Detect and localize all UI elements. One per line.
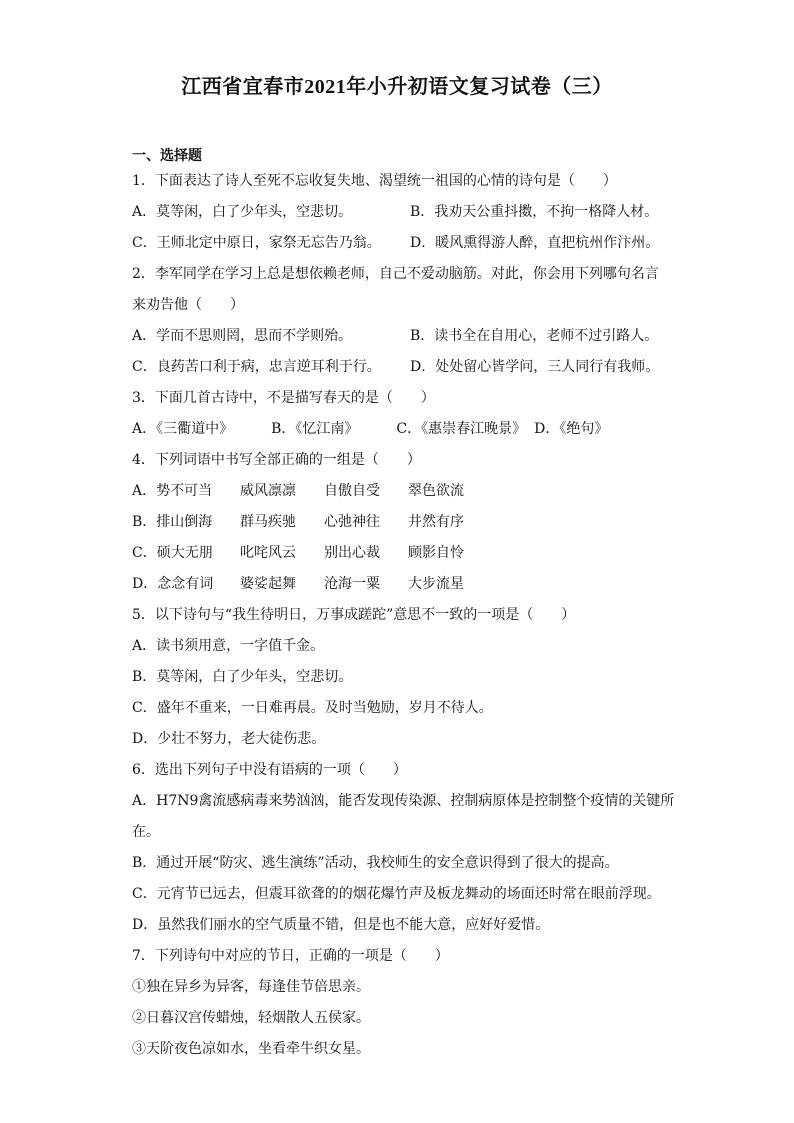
option-a: A．H7N9禽流感病毒来势汹汹，能否发现传染源、控制病原体是控制整个疫情的关键所 <box>132 793 675 809</box>
word: 大步流星 <box>408 576 464 592</box>
option-a: A．学而不思则罔，思而不学则殆。 <box>132 328 353 344</box>
question-4-row-d <box>132 571 664 602</box>
question-3-options <box>132 416 664 447</box>
question-4-row-b <box>132 509 664 540</box>
question-4-row-c <box>132 540 664 571</box>
question-6-stem: 6．选出下列句子中没有语病的一项（ ） <box>132 762 407 778</box>
question-5-stem: 5．以下诗句与“我生待明日，万事成蹉跎”意思不一致的一项是（ ） <box>132 607 576 623</box>
word: 群马疾驰 <box>240 514 296 530</box>
word-group-label: C．硕大无朋 <box>132 545 213 561</box>
word: 别出心裁 <box>324 545 380 561</box>
question-list <box>132 168 675 1067</box>
question-2-stem-cont: 来劝告他（ ） <box>132 297 244 313</box>
option-d: D．少壮不努力，老大徒伤悲。 <box>132 731 326 747</box>
option-c: C．《惠崇春江晚景》 <box>396 421 527 437</box>
poem-line-2: ②日暮汉宫传蜡烛，轻烟散人五侯家。 <box>132 1010 370 1026</box>
option-c: C．王师北定中原日，家祭无忘告乃翁。 <box>132 235 381 251</box>
word: 翠色欲流 <box>408 483 464 499</box>
option-a-cont: 在。 <box>132 824 160 840</box>
question-1-options-ab <box>132 199 664 230</box>
word: 心弛神往 <box>324 514 380 530</box>
option-d: D．《绝句》 <box>534 421 609 437</box>
question-2-options-ab <box>132 323 664 354</box>
question-1-options-cd <box>132 230 664 261</box>
question-2-stem: 2．李军同学在学习上总是想依赖老师，自己不爱动脑筋。对此，你会用下列哪句名言 <box>132 266 659 282</box>
word: 叱咤风云 <box>240 545 296 561</box>
word: 自傲自受 <box>324 483 380 499</box>
option-a: A．读书须用意，一字值千金。 <box>132 638 325 654</box>
question-2-options-cd <box>132 354 664 385</box>
question-4-stem: 4．下列词语中书写全部正确的一组是（ ） <box>132 452 421 468</box>
word-group-label: B．排山倒海 <box>132 514 213 530</box>
page-title: 江西省宜春市2021年小升初语文复习试卷（三） <box>181 76 613 98</box>
question-4-row-a <box>132 478 664 509</box>
option-b: B．《忆江南》 <box>271 421 359 437</box>
word: 井然有序 <box>408 514 464 530</box>
option-c: C．元宵节已远去，但震耳欲聋的的烟花爆竹声及板龙舞动的场面还时常在眼前浮现。 <box>132 886 661 902</box>
option-a: A．莫等闲，白了少年头，空悲切。 <box>132 204 353 220</box>
option-b: B．我劝天公重抖擞，不拘一格降人材。 <box>410 204 659 220</box>
word-group-label: D．念念有词 <box>132 576 214 592</box>
option-d: D．虽然我们丽水的空气质量不错，但是也不能大意，应好好爱惜。 <box>132 917 550 933</box>
word: 沧海一粟 <box>324 576 380 592</box>
option-c: C．盛年不重来，一日难再晨。及时当勉励，岁月不待人。 <box>132 700 493 716</box>
option-b: B．通过开展“防灾、逃生演练”活动，我校师生的安全意识得到了很大的提高。 <box>132 855 619 871</box>
option-d: D．暖风熏得游人醉，直把杭州作汴州。 <box>410 235 660 251</box>
option-b: B．莫等闲，白了少年头，空悲切。 <box>132 669 353 685</box>
option-b: B．读书全在自用心，老师不过引路人。 <box>410 328 659 344</box>
question-1-stem: 1．下面表达了诗人至死不忘收复失地、渴望统一祖国的心情的诗句是（ ） <box>132 173 617 189</box>
option-c: C．良药苦口利于病，忠言逆耳利于行。 <box>132 359 381 375</box>
option-d: D．处处留心皆学问，三人同行有我师。 <box>410 359 660 375</box>
question-7-stem: 7．下列诗句中对应的节日，正确的一项是（ ） <box>132 948 449 964</box>
question-3-stem: 3．下面几首古诗中，不是描写春天的是（ ） <box>132 390 435 406</box>
word-group-label: A．势不可当 <box>132 483 213 499</box>
poem-line-3: ③天阶夜色凉如水，坐看牵牛织女星。 <box>132 1041 370 1057</box>
option-a: A．《三衢道中》 <box>132 421 234 437</box>
word: 威风凛凛 <box>240 483 296 499</box>
word: 婆娑起舞 <box>240 576 296 592</box>
word: 顾影自怜 <box>408 545 464 561</box>
poem-line-1: ①独在异乡为异客，每逢佳节倍思亲。 <box>132 979 370 995</box>
section-heading: 一、选择题 <box>132 148 202 164</box>
